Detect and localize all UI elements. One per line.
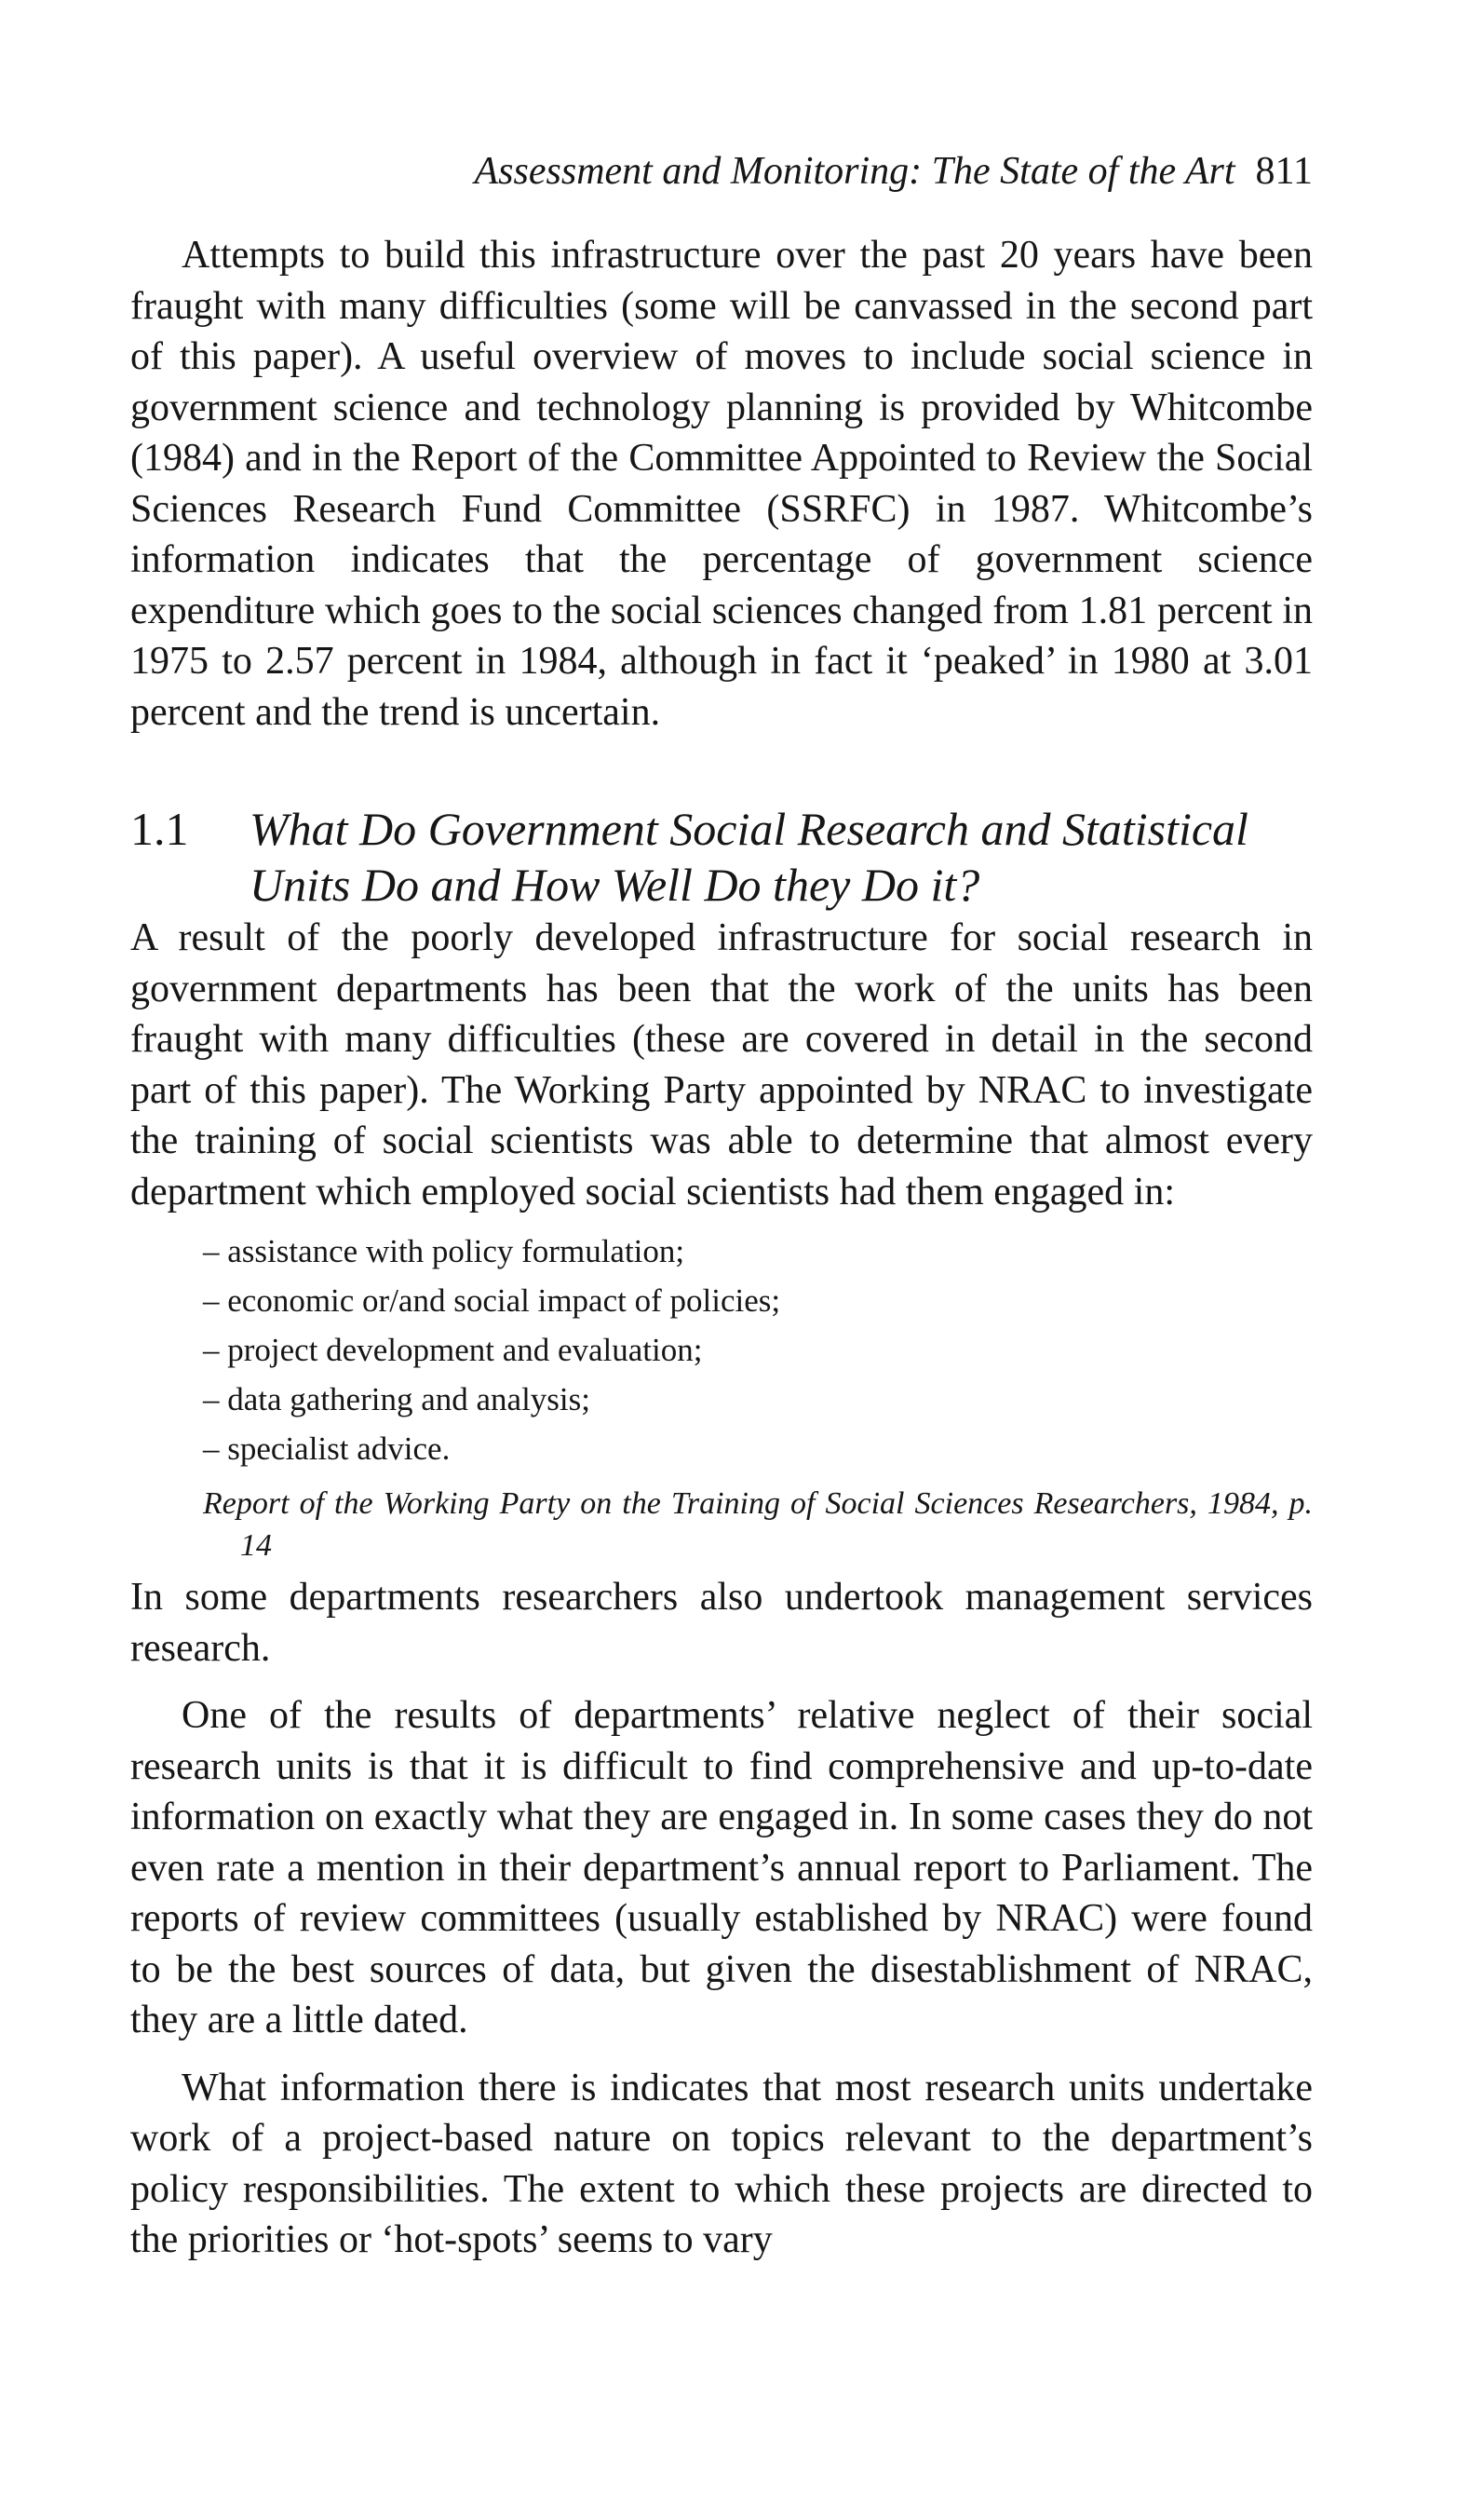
- running-header: [130, 149, 1313, 194]
- section-title: What Do Government Social Research and Statistical Units Do and How Well Do they Do it?: [250, 803, 1248, 911]
- body-text: [130, 230, 1313, 2266]
- section-heading: [130, 801, 1313, 913]
- paragraph-information: What information there is indicates that most research units undertake work of a project-based nature on topics relevant to the department’s policy responsibilities. The extent to which these projects are directed to the priorities or ‘hot-spots’ seems to vary: [130, 2066, 1313, 2261]
- list-item: – data gathering and analysis;: [203, 1375, 1313, 1424]
- list-item: – specialist advice.: [203, 1424, 1313, 1473]
- list-item: – assistance with policy formulation;: [203, 1227, 1313, 1276]
- paragraph-neglect: One of the results of departments’ relative neglect of their social research units is that it is difficult to find comprehensive and up-to-date information on exactly what they are engaged in. In some cases they do not even rate a mention in their department’s annual report to Parliament. The reports of review committees (usually established by NRAC) were found to be the best sources of data, but given the disestablishment of NRAC, they are a little dated.: [130, 1694, 1313, 2041]
- list-item: – project development and evaluation;: [203, 1325, 1313, 1375]
- paragraph-intro: Attempts to build this infrastructure over the past 20 years have been fraught with many difficulties (some will be canvassed in the second part of this paper). A useful overview of moves to include social science in government science and technology planning is provided by Whitcombe (1984) and in the Report of the Committee Appointed to Review the Social Sciences Research Fund Committee (SSRFC) in 1987. Whitcombe’s information indicates that the percentage of government science expenditure which goes to the social sciences changed from 1.81 percent in 1975 to 2.57 percent in 1984, although in fact it ‘peaked’ in 1980 at 3.01 percent and the trend is uncertain.: [130, 234, 1313, 734]
- citation: Report of the Working Party on the Training of Social Sciences Researchers, 1984, p. 14: [203, 1486, 1313, 1563]
- running-title: Assessment and Monitoring: The State of the Art: [474, 150, 1235, 193]
- list-item: – economic or/and social impact of policies;: [203, 1276, 1313, 1325]
- section-number: 1.1: [130, 803, 189, 855]
- activity-list: [130, 1227, 1313, 1473]
- paragraph-section-intro: A result of the poorly developed infrastructure for social research in government departments has been that the work of the units has been fraught with many difficulties (these are covered in detail in the second part of this paper). The Working Party appointed by NRAC to investigate the training of social scientists was able to determine that almost every department which employed social scientists had them engaged in:: [130, 916, 1313, 1213]
- paragraph-management: In some departments researchers also undertook management services research.: [130, 1576, 1313, 1670]
- page-number: 811: [1255, 150, 1313, 193]
